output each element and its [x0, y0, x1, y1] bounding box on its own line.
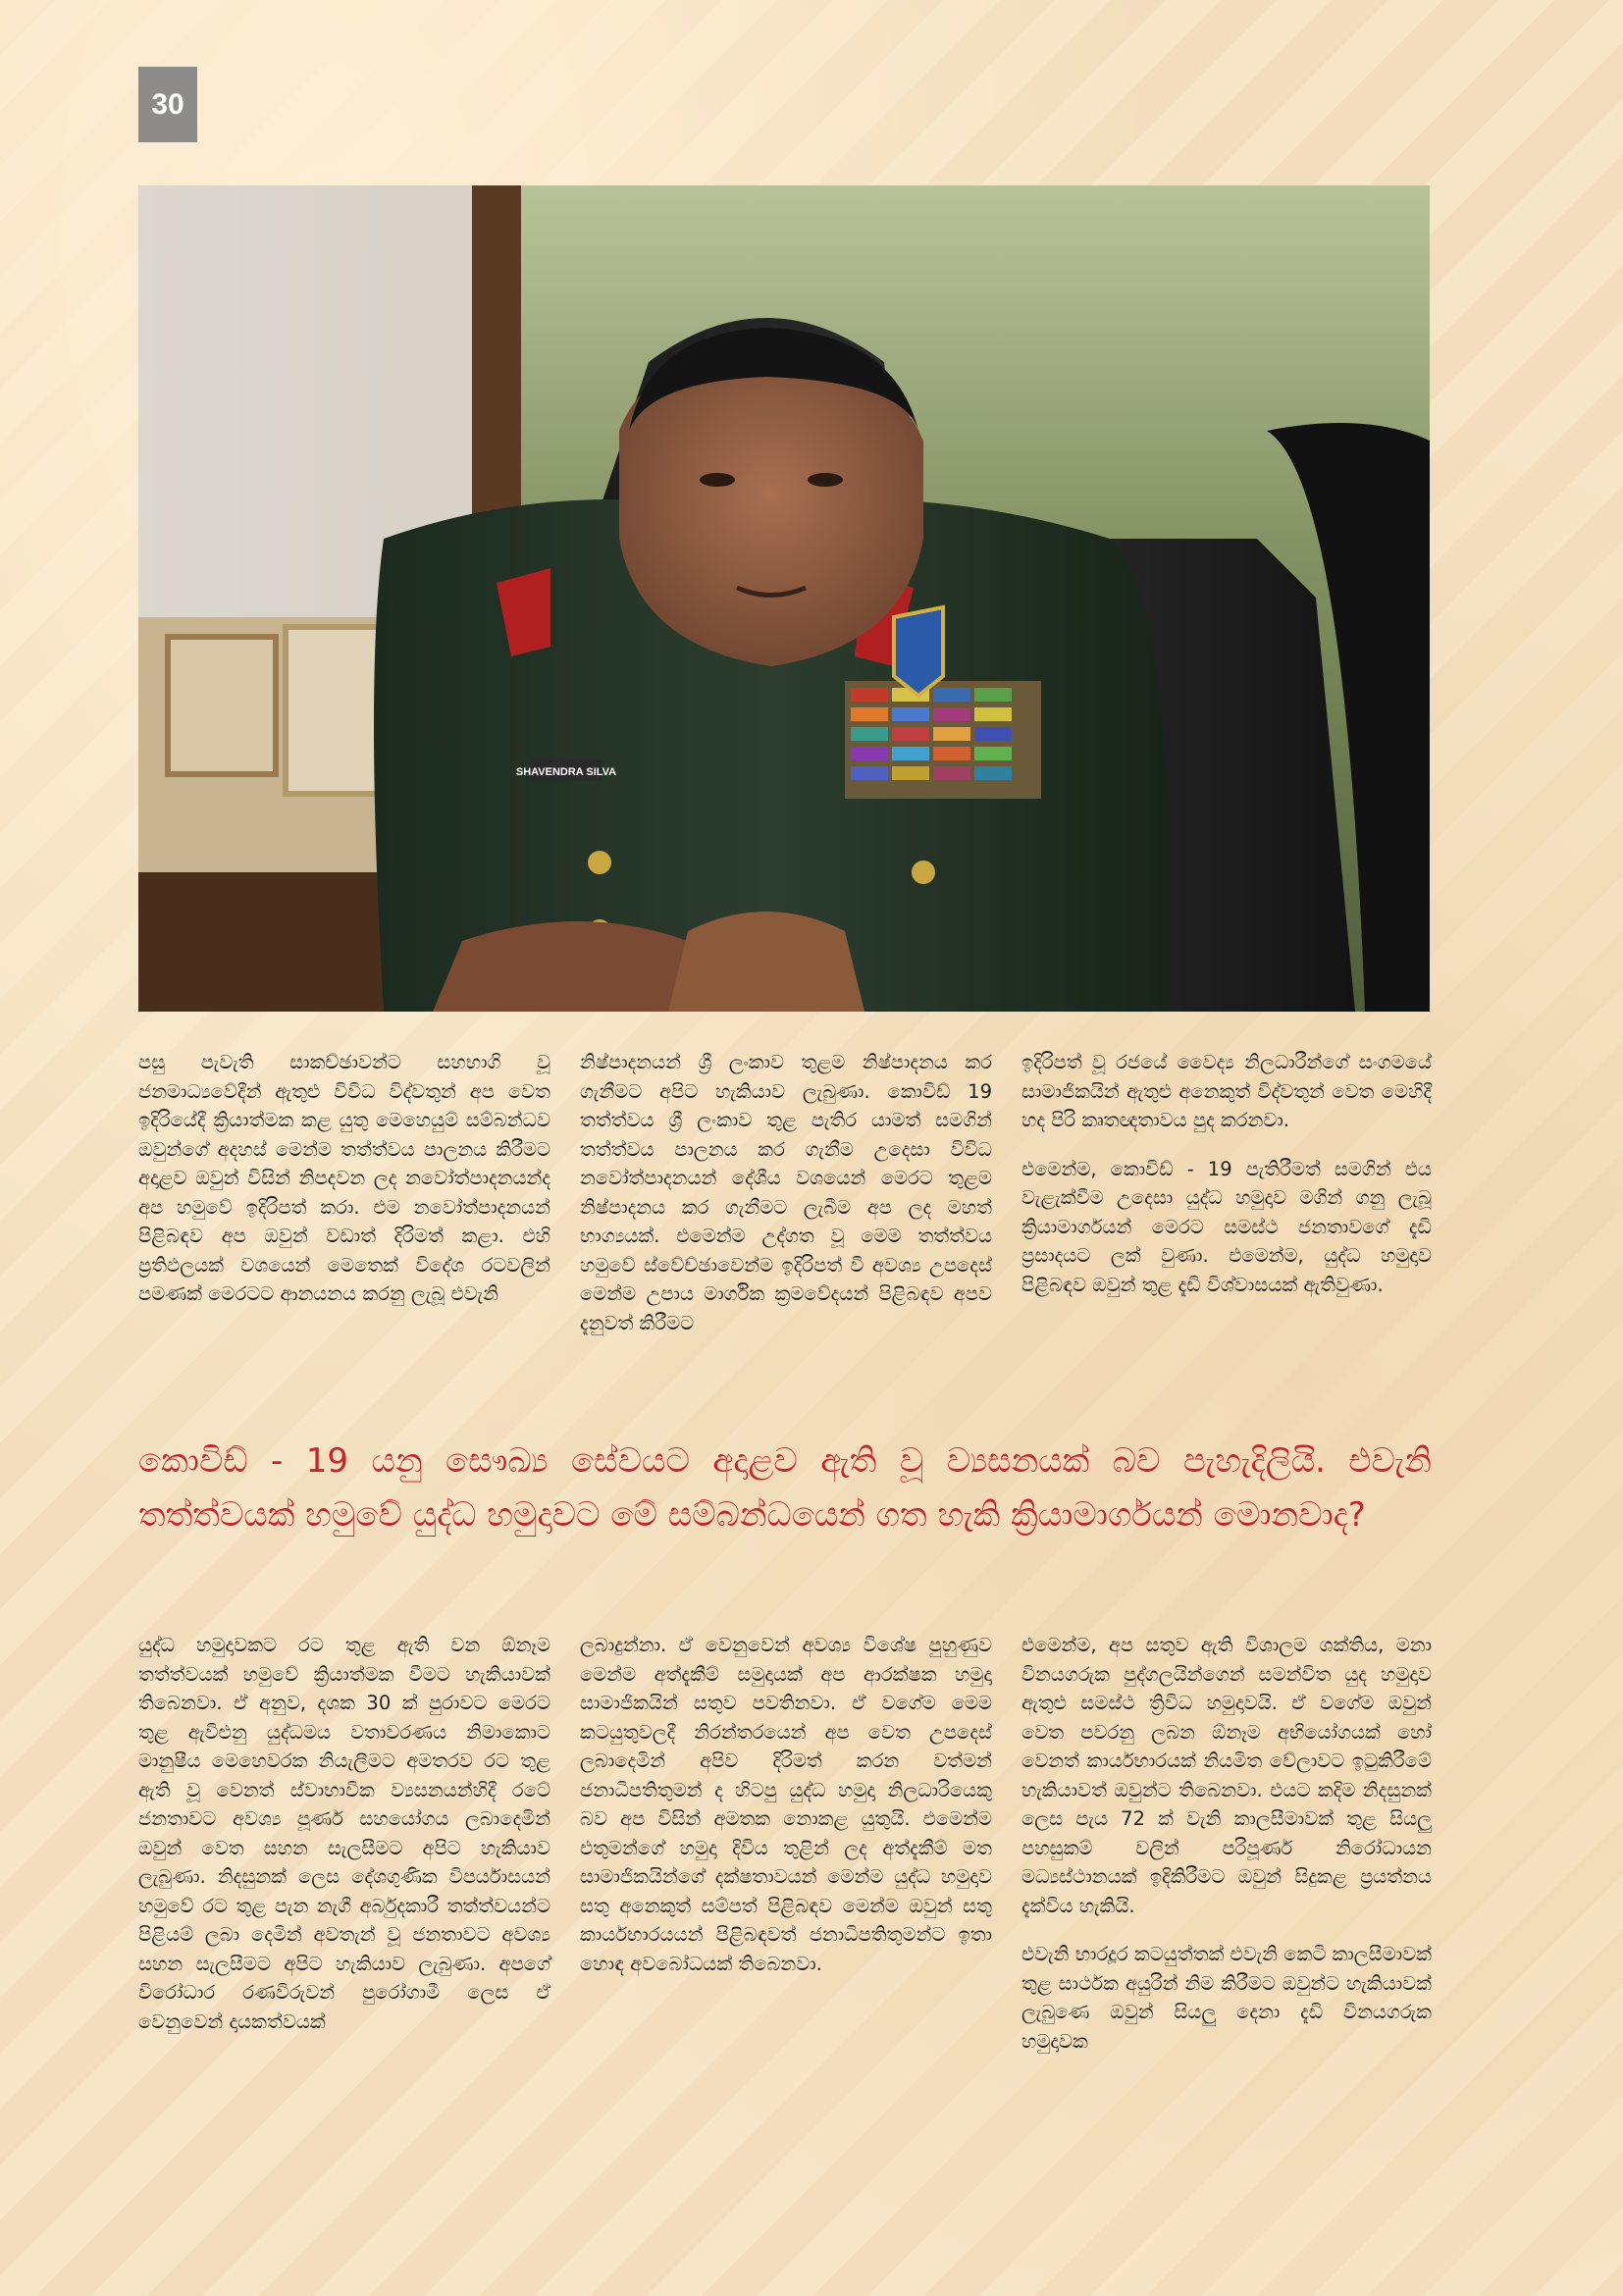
top-column-2 [580, 1048, 992, 1357]
bottom-column-1 [138, 1631, 550, 2056]
question-heading: කොවිඩ් - 19 යනු සෞඛ්‍ය සේවයට අදාළව ඇති වූ ව්‍යසනයක් බව පැහැදිලියි. එවැනි තත්ත්වයක් හමුවේ යුද්ධ හමුදාවට මේ සම්බන්ධයෙන් ගත හැකි ක්‍රියාමාර්ගයන් මොනවාද? [138, 1441, 1432, 1535]
paragraph: ඉදිරිපත් වූ රජයේ වෛද්‍ය නිලධාරීන්ගේ සංගමයේ සාමාජිකයින් ඇතුළු අනෙකුත් විද්වතුන් වෙත මෙහිදී හද පිරි කෘතඥතාවය පුද කරනවා. [1021, 1051, 1432, 1131]
nametag-text: SHAVENDRA SILVA [515, 766, 617, 778]
portrait-photo [138, 185, 1430, 1012]
paragraph: එවැනි භාරදූර කටයුත්තක් එවැනි කෙටි කාලසීමාවක් තුළ සාර්ථක අයුරින් නිම කිරීමට ඔවුන්ට හැකියාවක් ලැබුණෙ ඔවුන් සියලු දෙනා දැඩි විනයගරුක හමුදාවක [1021, 1943, 1432, 2053]
top-column-1 [138, 1048, 550, 1329]
paragraph: එමෙන්ම, කොවිඩ් - 19 පැතිරීමත් සමගින් එය වැළැක්වීම උදෙසා යුද්ධ හමුදාව මගින් ගනු ලැබූ ක්‍රියාමාර්ගයන් මෙරට සමස්ථ ජනතාවගේ දැඩි ප්‍රසාදයට ලක් වුණා. එමෙන්ම, යුද්ධ හමුදාව පිළිබඳව ඔවුන් තුළ දැඩි විශ්වාසයක් ඇතිවුණා. [1021, 1157, 1432, 1296]
paragraph: යුද්ධ හමුදාවකට රට තුළ ඇති වන ඕනෑම තත්ත්වයක් හමුවේ ක්‍රියාත්මක වීමට හැකියාවක් තිබෙනවා. ඒ අනුව, දශක 30 ක් පුරාවට මෙරට තුළ ඇවිළුනු යුද්ධමය වතාවරණය නිමාකොට මානුෂීය මෙහෙවරක නියැලීමට අමතරව රට තුළ ඇති වූ වෙනත් ස්වාභාවික ව්‍යසනයන්හිදී රටේ ජනතාවට අවශ්‍ය පූර්ණ සහයෝගය ලබාදෙමින් ඔවුන් වෙත සහන සැලසීමට අපිට හැකියාව ලැබුණා. නිදසුනක් ලෙස දේශගුණික විපර්යාසයන් හමුවේ රට තුළ පැන නැගී අර්බුදකාරී තත්ත්වයන්ට පිළියම් ලබා දෙමින් අවතැන් වූ ජනතාවට අවශ්‍ය සහන සැලසීමට අපිට හැකියාව ලැබුණා. අපගේ විරෝධාර රණවිරුවන් පුරෝගාමී ලෙස ඒ වෙනුවෙන් දායකත්වයක් [138, 1634, 550, 2033]
paragraph: එමෙන්ම, අප සතුව ඇති විශාලම ශක්තිය, මනා විනයගරුක පුද්ගලයින්ගෙන් සමන්විත යුද හමුදාව ඇතුළු සමස්ථ ත්‍රිවිධ හමුදාවයි. ඒ වගේම ඔවුන් වෙත පවරනු ලබන ඕනෑම අභියෝගයක් හෝ වෙනත් කාර්යභාරයක් නියමිත වේලාවට ඉටුකිරීමේ හැකියාවත් ඔවුන්ට තිබෙනවා. එයට කදිම නිදසුනක් ලෙස පැය 72 ක් වැනි කාලසීමාවක් තුළ සියලු පහසුකම් වලින් පරිපූර්ණ නිරෝධායන මධ්‍යස්ථානයක් ඉදිකිරීමට ඔවුන් සිදුකළ ප්‍රයත්නය දැක්විය හැකියි. [1021, 1634, 1432, 1917]
bottom-column-3 [1021, 1631, 1432, 2075]
bottom-column-2 [580, 1631, 992, 1998]
top-column-3 [1021, 1048, 1432, 1319]
paragraph: පසු පැවැති සාකච්ඡාවන්ට සහභාගි වූ ජනමාධ්‍යවේදීන් ඇතුළු විවිධ විද්වතුන් අප වෙත ඉදිරියේදී ක්‍රියාත්මක කළ යුතු මෙහෙයුම් සම්බන්ධව ඔවුන්ගේ අදහස් මෙන්ම තත්ත්වය පාලනය කිරීමට අදාළව ඔවුන් විසින් නිපදවන ලද නවෝත්පාදනයන්ද අප හමුවේ ඉදිරිපත් කරා. එම නවෝත්පාදනයන් පිළිබඳව අප ඔවුන් වඩාත් දිරිමත් කළා. එහි ප්‍රතිඵලයක් වශයෙන් මෙතෙක් විදේශ රටවලින් පමණක් මෙරටට ආනයනය කරනු ලැබූ එවැනි [138, 1051, 550, 1305]
paragraph: නිෂ්පාදනයන් ශ්‍රී ලංකාව තුළම නිෂ්පාදනය කර ගැනීමට අපිට හැකියාව ලැබුණා. කොවිඩ් 19 තත්ත්වය ශ්‍රී ලංකාව තුළ පැතිර යාමත් සමගින් තත්ත්වය පාලනය කර ගැනීම උදෙසා විවිධ නවෝත්පාදනයන් දේශීය වශයෙන් මෙරට තුළම නිෂ්පාදනය කර ගැනීමට ලැබීම අප ලද මහත් භාග්‍යයක්. එමෙන්ම උද්ගත වූ මෙම තත්ත්වය හමුවේ ස්වේච්ඡාවෙන්ම ඉදිරිපත් වී අවශ්‍ය උපදෙස් මෙන්ම උපාය මාර්ගික ක්‍රමවේදයන් පිළිබඳව අපව දැනුවත් කිරීමට [580, 1051, 992, 1334]
page-number: 30 [138, 67, 197, 142]
paragraph: ලබාදුන්නා. ඒ වෙනුවෙන් අවශ්‍ය විශේෂ පුහුණුව මෙන්ම අත්දැකීම් සමුදායක් අප ආරක්ෂක හමුදා සාමාජිකයින් සතුව පවතිනවා. ඒ වගේම මෙම කටයුතුවලදී නිරන්තරයෙන් අප වෙත උපදෙස් ලබාදෙමින් අපිව දිරිමත් කරන වත්මන් ජනාධිපතිතුමන් ද හිටපු යුද්ධ හමුදා නිලධාරියෙකු බව අප විසින් අමතක නොකළ යුතුයි. එමෙන්ම එතුමන්ගේ හමුදා දිවිය තුළින් ලද අත්දැකීම් මත සාමාජිකයින්ගේ දක්ෂතාවයන් මෙන්ම යුද්ධ හමුදාව සතු අනෙකුත් සම්පත් පිළිබඳව මෙන්ම ඔවුන් සතු කාර්යභාරයයන් පිළිබඳවත් ජනාධිපතිතුමන්ට ඉතා හොඳ අවබෝධයක් තිබෙනවා. [580, 1634, 992, 1975]
